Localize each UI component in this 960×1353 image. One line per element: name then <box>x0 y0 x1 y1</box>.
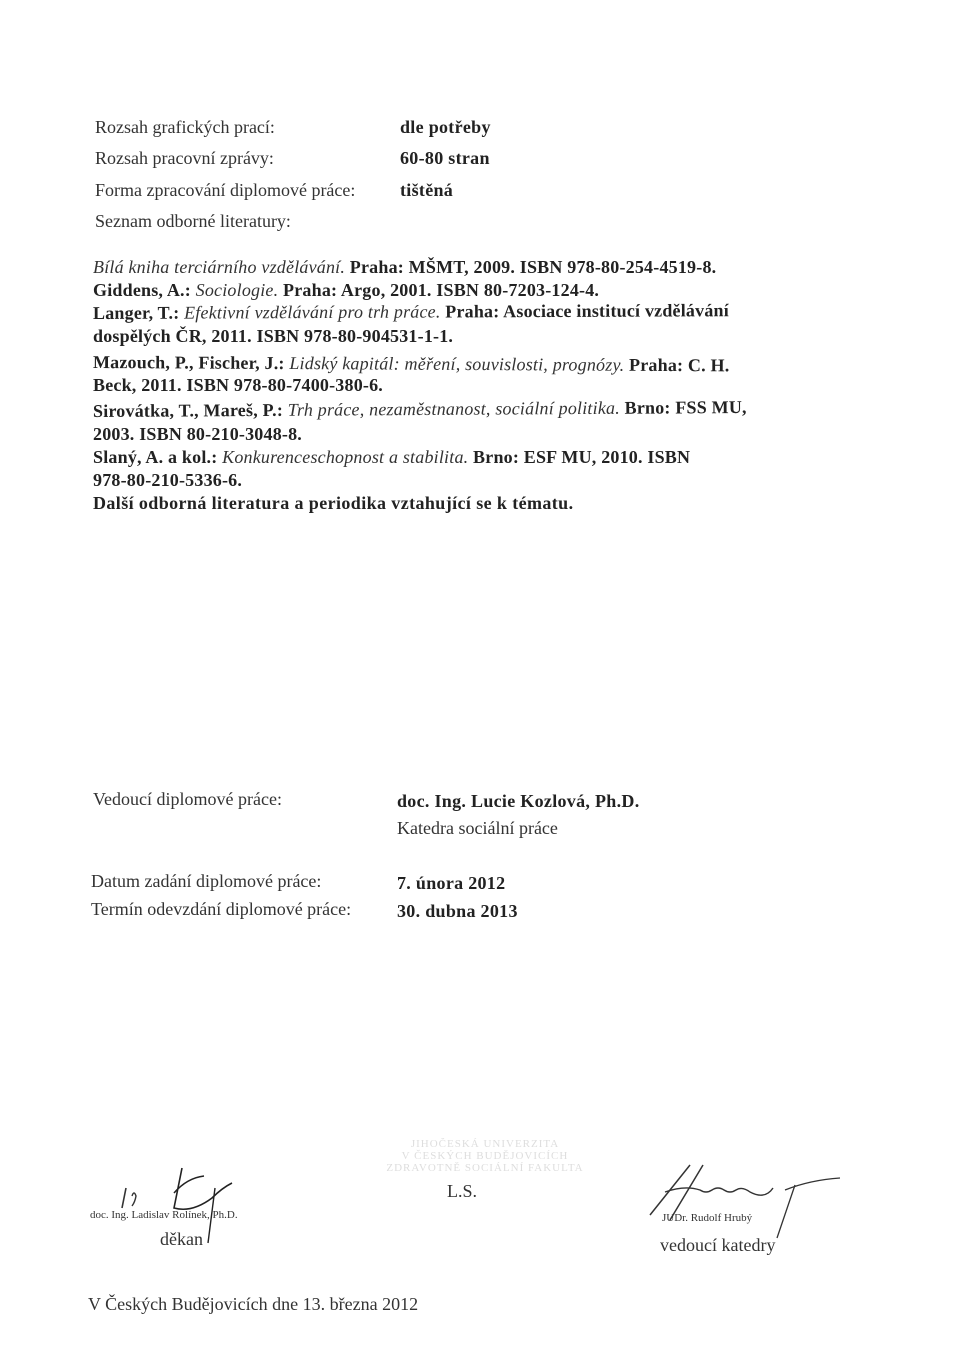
literature-item: Langer, T.: Efektivní vzdělávání pro trh práce. Praha: Asociace institucí vzdělávání <box>92 300 729 323</box>
field-value-report: 60-80 stran <box>400 148 490 168</box>
stamp-line: JIHOČESKÁ UNIVERZITA <box>410 1138 560 1150</box>
place-date: V Českých Budějovicích dne 13. března 2012 <box>88 1294 419 1314</box>
faculty-stamp <box>385 1138 585 1174</box>
field-value-form: tištěná <box>400 180 454 200</box>
literature-item: Mazouch, P., Fischer, J.: Lidský kapitál: měření, souvislosti, prognózy. Praha: C. H. <box>92 352 730 376</box>
literature-item-continued: dospělých ČR, 2011. ISBN 978-80-904531-1-1. <box>93 326 454 346</box>
head-title: vedoucí katedry <box>660 1235 776 1255</box>
supervisor-name: doc. Ing. Lucie Kozlová, Ph.D. <box>397 791 640 811</box>
stamp-line: V ČESKÝCH BUDĚJOVICÍCH <box>401 1150 569 1162</box>
supervisor-department: Katedra sociální práce <box>397 818 558 838</box>
literature-item-continued: Beck, 2011. ISBN 978-80-7400-380-6. <box>93 375 383 395</box>
submission-date-value: 30. dubna 2013 <box>397 901 518 921</box>
field-value-graphics: dle potřeby <box>400 117 491 137</box>
literature-item: Giddens, A.: Sociologie. Praha: Argo, 2001. ISBN 80-7203-124-4. <box>93 280 600 300</box>
further-literature: Další odborná literatura a periodika vztahující se k tématu. <box>93 493 574 513</box>
literature-item: Sirovátka, T., Mareš, P.: Trh práce, nezaměstnanost, sociální politika. Brno: FSS MU, <box>92 397 747 421</box>
field-label-report: Rozsah pracovní zprávy: <box>95 148 274 168</box>
stamp-line: ZDRAVOTNĚ SOCIÁLNÍ FAKULTA <box>386 1162 584 1174</box>
head-signature-image <box>645 1160 845 1240</box>
literature-item: Slaný, A. a kol.: Konkurenceschopnost a stabilita. Brno: ESF MU, 2010. ISBN <box>93 447 691 467</box>
field-label-graphics: Rozsah grafických prací: <box>95 117 275 137</box>
dean-title: děkan <box>160 1229 203 1249</box>
literature-item-continued: 2003. ISBN 80-210-3048-8. <box>93 424 303 444</box>
dean-name: doc. Ing. Ladislav Rolínek, Ph.D. <box>90 1209 238 1221</box>
field-label-form: Forma zpracování diplomové práce: <box>95 180 356 200</box>
supervisor-label: Vedoucí diplomové práce: <box>93 789 282 809</box>
literature-item-continued: 978-80-210-5336-6. <box>93 470 243 490</box>
field-label-literature: Seznam odborné literatury: <box>95 211 291 231</box>
literature-item: Bílá kniha terciárního vzdělávání. Praha: MŠMT, 2009. ISBN 978-80-254-4519-8. <box>93 257 717 277</box>
head-name: JUDr. Rudolf Hrubý <box>662 1212 753 1224</box>
submission-date-label: Termín odevzdání diplomové práce: <box>91 899 352 919</box>
ls-mark: L.S. <box>447 1181 478 1201</box>
assignment-date-label: Datum zadání diplomové práce: <box>91 871 322 891</box>
assignment-date-value: 7. února 2012 <box>397 873 506 893</box>
